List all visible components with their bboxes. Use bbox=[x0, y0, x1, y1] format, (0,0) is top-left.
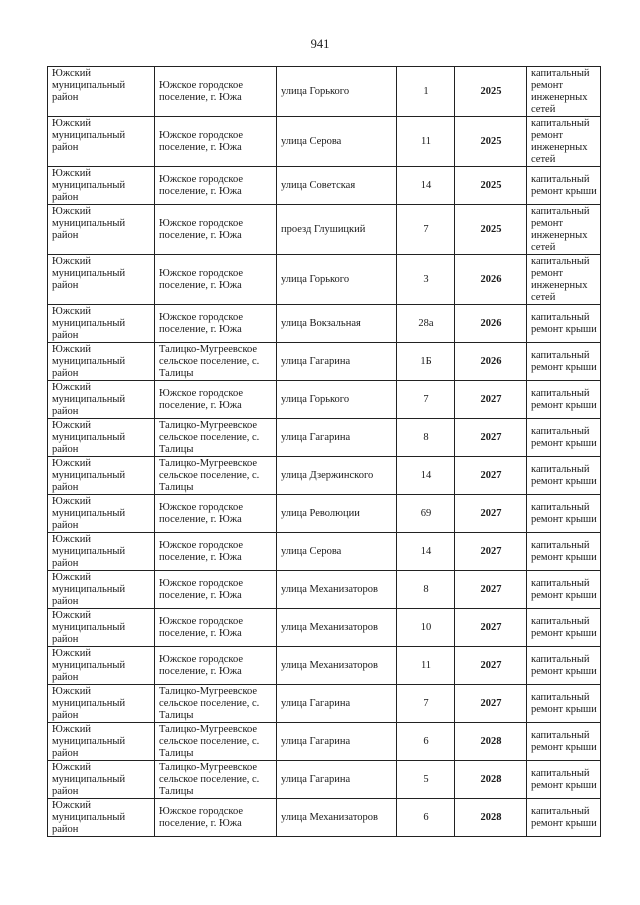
house-number-cell: 8 bbox=[397, 571, 455, 609]
year-cell: 2025 bbox=[455, 167, 527, 205]
district-cell: Южский муниципальный район bbox=[48, 457, 155, 495]
work-type-cell: капитальный ремонт крыши bbox=[527, 381, 601, 419]
house-number-cell: 3 bbox=[397, 255, 455, 305]
settlement-cell: Южское городское поселение, г. Южа bbox=[155, 799, 277, 837]
street-cell: улица Гагарина bbox=[277, 761, 397, 799]
district-cell: Южский муниципальный район bbox=[48, 495, 155, 533]
settlement-cell: Южское городское поселение, г. Южа bbox=[155, 305, 277, 343]
house-number-cell: 6 bbox=[397, 723, 455, 761]
work-type-cell: капитальный ремонт крыши bbox=[527, 609, 601, 647]
table-row bbox=[48, 571, 601, 609]
settlement-cell: Талицко-Мугреевское сельское поселение, с. Талицы bbox=[155, 419, 277, 457]
table-row bbox=[48, 761, 601, 799]
table-row bbox=[48, 609, 601, 647]
house-number-cell: 28а bbox=[397, 305, 455, 343]
district-cell: Южский муниципальный район bbox=[48, 761, 155, 799]
street-cell: улица Революции bbox=[277, 495, 397, 533]
settlement-cell: Южское городское поселение, г. Южа bbox=[155, 609, 277, 647]
settlement-cell: Южское городское поселение, г. Южа bbox=[155, 67, 277, 117]
street-cell: улица Гагарина bbox=[277, 419, 397, 457]
district-cell: Южский муниципальный район bbox=[48, 419, 155, 457]
house-number-cell: 1 bbox=[397, 67, 455, 117]
house-number-cell: 1Б bbox=[397, 343, 455, 381]
district-cell: Южский муниципальный район bbox=[48, 571, 155, 609]
repair-schedule-table bbox=[47, 66, 601, 837]
district-cell: Южский муниципальный район bbox=[48, 343, 155, 381]
house-number-cell: 7 bbox=[397, 381, 455, 419]
work-type-cell: капитальный ремонт крыши bbox=[527, 685, 601, 723]
work-type-cell: капитальный ремонт крыши bbox=[527, 723, 601, 761]
year-cell: 2025 bbox=[455, 205, 527, 255]
table-body bbox=[48, 67, 601, 837]
year-cell: 2026 bbox=[455, 255, 527, 305]
work-type-cell: капитальный ремонт крыши bbox=[527, 647, 601, 685]
district-cell: Южский муниципальный район bbox=[48, 533, 155, 571]
house-number-cell: 11 bbox=[397, 117, 455, 167]
work-type-cell: капитальный ремонт крыши bbox=[527, 419, 601, 457]
table-row bbox=[48, 343, 601, 381]
work-type-cell: капитальный ремонт инженерных сетей bbox=[527, 117, 601, 167]
street-cell: улица Механизаторов bbox=[277, 799, 397, 837]
table-row bbox=[48, 533, 601, 571]
table-row bbox=[48, 167, 601, 205]
year-cell: 2027 bbox=[455, 571, 527, 609]
work-type-cell: капитальный ремонт крыши bbox=[527, 761, 601, 799]
work-type-cell: капитальный ремонт крыши bbox=[527, 305, 601, 343]
settlement-cell: Южское городское поселение, г. Южа bbox=[155, 571, 277, 609]
district-cell: Южский муниципальный район bbox=[48, 305, 155, 343]
house-number-cell: 14 bbox=[397, 167, 455, 205]
table-row bbox=[48, 117, 601, 167]
street-cell: улица Серова bbox=[277, 533, 397, 571]
year-cell: 2027 bbox=[455, 457, 527, 495]
street-cell: улица Советская bbox=[277, 167, 397, 205]
street-cell: улица Серова bbox=[277, 117, 397, 167]
house-number-cell: 5 bbox=[397, 761, 455, 799]
house-number-cell: 14 bbox=[397, 457, 455, 495]
table-row bbox=[48, 723, 601, 761]
street-cell: улица Гагарина bbox=[277, 723, 397, 761]
house-number-cell: 8 bbox=[397, 419, 455, 457]
table-row bbox=[48, 255, 601, 305]
settlement-cell: Южское городское поселение, г. Южа bbox=[155, 167, 277, 205]
house-number-cell: 10 bbox=[397, 609, 455, 647]
district-cell: Южский муниципальный район bbox=[48, 381, 155, 419]
table-row bbox=[48, 457, 601, 495]
settlement-cell: Талицко-Мугреевское сельское поселение, с. Талицы bbox=[155, 343, 277, 381]
year-cell: 2028 bbox=[455, 799, 527, 837]
year-cell: 2028 bbox=[455, 723, 527, 761]
table-row bbox=[48, 495, 601, 533]
table-row bbox=[48, 799, 601, 837]
street-cell: улица Механизаторов bbox=[277, 647, 397, 685]
year-cell: 2027 bbox=[455, 419, 527, 457]
house-number-cell: 7 bbox=[397, 685, 455, 723]
settlement-cell: Южское городское поселение, г. Южа bbox=[155, 205, 277, 255]
street-cell: проезд Глушицкий bbox=[277, 205, 397, 255]
district-cell: Южский муниципальный район bbox=[48, 647, 155, 685]
street-cell: улица Гагарина bbox=[277, 343, 397, 381]
street-cell: улица Гагарина bbox=[277, 685, 397, 723]
street-cell: улица Механизаторов bbox=[277, 609, 397, 647]
year-cell: 2027 bbox=[455, 685, 527, 723]
work-type-cell: капитальный ремонт крыши bbox=[527, 533, 601, 571]
district-cell: Южский муниципальный район bbox=[48, 799, 155, 837]
work-type-cell: капитальный ремонт крыши bbox=[527, 167, 601, 205]
settlement-cell: Талицко-Мугреевское сельское поселение, с. Талицы bbox=[155, 685, 277, 723]
district-cell: Южский муниципальный район bbox=[48, 723, 155, 761]
house-number-cell: 11 bbox=[397, 647, 455, 685]
street-cell: улица Дзержинского bbox=[277, 457, 397, 495]
table-row bbox=[48, 67, 601, 117]
settlement-cell: Талицко-Мугреевское сельское поселение, с. Талицы bbox=[155, 761, 277, 799]
work-type-cell: капитальный ремонт инженерных сетей bbox=[527, 67, 601, 117]
district-cell: Южский муниципальный район bbox=[48, 685, 155, 723]
table-row bbox=[48, 685, 601, 723]
work-type-cell: капитальный ремонт крыши bbox=[527, 799, 601, 837]
street-cell: улица Вокзальная bbox=[277, 305, 397, 343]
year-cell: 2025 bbox=[455, 117, 527, 167]
street-cell: улица Механизаторов bbox=[277, 571, 397, 609]
street-cell: улица Горького bbox=[277, 381, 397, 419]
street-cell: улица Горького bbox=[277, 67, 397, 117]
work-type-cell: капитальный ремонт крыши bbox=[527, 457, 601, 495]
table-row bbox=[48, 419, 601, 457]
table-row bbox=[48, 381, 601, 419]
year-cell: 2026 bbox=[455, 343, 527, 381]
district-cell: Южский муниципальный район bbox=[48, 117, 155, 167]
year-cell: 2027 bbox=[455, 381, 527, 419]
settlement-cell: Талицко-Мугреевское сельское поселение, с. Талицы bbox=[155, 723, 277, 761]
year-cell: 2027 bbox=[455, 495, 527, 533]
year-cell: 2028 bbox=[455, 761, 527, 799]
house-number-cell: 7 bbox=[397, 205, 455, 255]
settlement-cell: Южское городское поселение, г. Южа bbox=[155, 495, 277, 533]
settlement-cell: Южское городское поселение, г. Южа bbox=[155, 117, 277, 167]
street-cell: улица Горького bbox=[277, 255, 397, 305]
year-cell: 2025 bbox=[455, 67, 527, 117]
work-type-cell: капитальный ремонт инженерных сетей bbox=[527, 255, 601, 305]
settlement-cell: Талицко-Мугреевское сельское поселение, с. Талицы bbox=[155, 457, 277, 495]
table-row bbox=[48, 305, 601, 343]
work-type-cell: капитальный ремонт крыши bbox=[527, 495, 601, 533]
year-cell: 2027 bbox=[455, 647, 527, 685]
district-cell: Южский муниципальный район bbox=[48, 255, 155, 305]
settlement-cell: Южское городское поселение, г. Южа bbox=[155, 381, 277, 419]
settlement-cell: Южское городское поселение, г. Южа bbox=[155, 255, 277, 305]
table-row bbox=[48, 647, 601, 685]
house-number-cell: 6 bbox=[397, 799, 455, 837]
house-number-cell: 14 bbox=[397, 533, 455, 571]
work-type-cell: капитальный ремонт крыши bbox=[527, 343, 601, 381]
year-cell: 2027 bbox=[455, 533, 527, 571]
settlement-cell: Южское городское поселение, г. Южа bbox=[155, 647, 277, 685]
district-cell: Южский муниципальный район bbox=[48, 609, 155, 647]
work-type-cell: капитальный ремонт инженерных сетей bbox=[527, 205, 601, 255]
settlement-cell: Южское городское поселение, г. Южа bbox=[155, 533, 277, 571]
page-number: 941 bbox=[310, 37, 330, 51]
work-type-cell: капитальный ремонт крыши bbox=[527, 571, 601, 609]
table-row bbox=[48, 205, 601, 255]
year-cell: 2027 bbox=[455, 609, 527, 647]
district-cell: Южский муниципальный район bbox=[48, 167, 155, 205]
year-cell: 2026 bbox=[455, 305, 527, 343]
house-number-cell: 69 bbox=[397, 495, 455, 533]
district-cell: Южский муниципальный район bbox=[48, 205, 155, 255]
district-cell: Южский муниципальный район bbox=[48, 67, 155, 117]
